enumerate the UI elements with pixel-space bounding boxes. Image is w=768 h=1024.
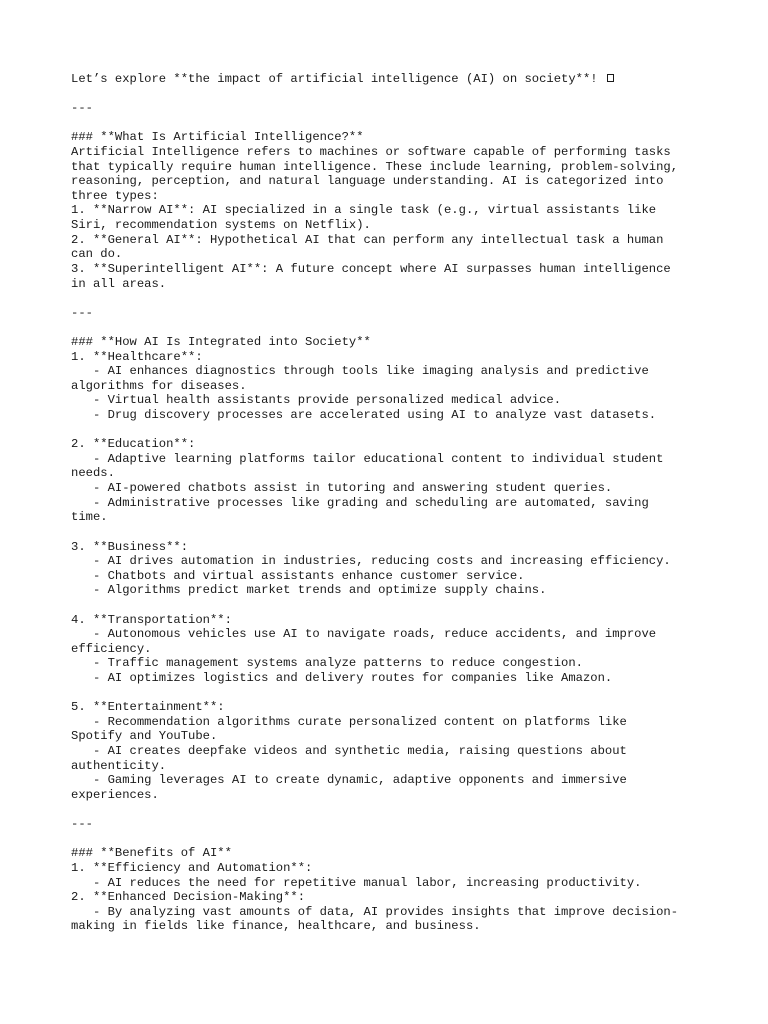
list-item-line: 3. **Business**: xyxy=(71,539,189,554)
list-item-line: - AI reduces the need for repetitive manual labor, increasing productivity. xyxy=(71,875,642,890)
list-item-line: in all areas. xyxy=(71,276,167,291)
list-item-line: - Administrative processes like grading and scheduling are automated, saving xyxy=(71,495,649,510)
list-item-line: Spotify and YouTube. xyxy=(71,729,218,744)
list-item-line: 2. **Enhanced Decision-Making**: xyxy=(71,890,306,905)
list-item-line: 3. **Superintelligent AI**: A future concept where AI surpasses human intelligence xyxy=(71,261,671,276)
list-item-line: - Algorithms predict market trends and optimize supply chains. xyxy=(71,583,547,598)
blank-line xyxy=(71,598,711,613)
paragraph-line: three types: xyxy=(71,188,159,203)
list-item-line: - Gaming leverages AI to create dynamic, adaptive opponents and immersive xyxy=(71,773,627,788)
paragraph-line: Artificial Intelligence refers to machines or software capable of performing tasks xyxy=(71,145,671,160)
blank-line xyxy=(71,525,711,540)
list-item-line: 2. **General AI**: Hypothetical AI that can perform any intellectual task a human xyxy=(71,232,664,247)
blank-line xyxy=(71,423,711,438)
list-item-line: algorithms for diseases. xyxy=(71,378,247,393)
list-item-line: experiences. xyxy=(71,787,159,802)
list-item-line: efficiency. xyxy=(71,641,152,656)
blank-line xyxy=(71,320,711,335)
paragraph-line: that typically require human intelligence. These include learning, problem-solving, xyxy=(71,159,679,174)
section-heading-integration: ### **How AI Is Integrated into Society** xyxy=(71,334,371,349)
list-item-line: - Virtual health assistants provide personalized medical advice. xyxy=(71,393,562,408)
list-item-line: 1. **Efficiency and Automation**: xyxy=(71,860,313,875)
list-item-line: - By analyzing vast amounts of data, AI provides insights that improve decision- xyxy=(71,904,679,919)
blank-line xyxy=(71,832,711,847)
intro-text: Let’s explore **the impact of artificial intelligence (AI) on society**! xyxy=(71,72,605,86)
list-item-line: - AI creates deepfake videos and synthetic media, raising questions about xyxy=(71,744,627,759)
list-item-line: - Adaptive learning platforms tailor educational content to individual student xyxy=(71,451,664,466)
missing-glyph-box-icon xyxy=(607,74,614,82)
separator: --- xyxy=(71,101,93,116)
list-item-line: 4. **Transportation**: xyxy=(71,612,232,627)
document-page xyxy=(71,72,711,934)
list-item-line: - AI optimizes logistics and delivery routes for companies like Amazon. xyxy=(71,670,613,685)
list-item-line: time. xyxy=(71,510,108,525)
list-item-line: - Autonomous vehicles use AI to navigate roads, reduce accidents, and improve xyxy=(71,627,657,642)
list-item-line: - Recommendation algorithms curate personalized content on platforms like xyxy=(71,714,627,729)
list-item-line: making in fields like finance, healthcare, and business. xyxy=(71,919,481,934)
blank-line xyxy=(71,802,711,817)
list-item-line: - AI drives automation in industries, reducing costs and increasing efficiency. xyxy=(71,554,671,569)
list-item-line: 1. **Narrow AI**: AI specialized in a single task (e.g., virtual assistants like xyxy=(71,203,657,218)
blank-line xyxy=(71,291,711,306)
list-item-line: Siri, recommendation systems on Netflix). xyxy=(71,218,371,233)
list-item-line: - Chatbots and virtual assistants enhance customer service. xyxy=(71,568,525,583)
list-item-line: 5. **Entertainment**: xyxy=(71,700,225,715)
separator: --- xyxy=(71,817,93,832)
list-item-line: - Drug discovery processes are accelerated using AI to analyze vast datasets. xyxy=(71,408,657,423)
list-item-line: needs. xyxy=(71,466,115,481)
list-item-line: 2. **Education**: xyxy=(71,437,196,452)
list-item-line: authenticity. xyxy=(71,758,167,773)
section-heading-what-is-ai: ### **What Is Artificial Intelligence?** xyxy=(71,130,364,145)
blank-line xyxy=(71,686,711,701)
separator: --- xyxy=(71,305,93,320)
blank-line xyxy=(71,87,711,102)
list-item-line: - AI enhances diagnostics through tools like imaging analysis and predictive xyxy=(71,364,649,379)
list-item-line: can do. xyxy=(71,247,123,262)
intro-line xyxy=(71,72,711,87)
list-item-line: - Traffic management systems analyze patterns to reduce congestion. xyxy=(71,656,583,671)
list-item-line: - AI-powered chatbots assist in tutoring and answering student queries. xyxy=(71,481,613,496)
blank-line xyxy=(71,116,711,131)
list-item-line: 1. **Healthcare**: xyxy=(71,349,203,364)
paragraph-line: reasoning, perception, and natural language understanding. AI is categorized into xyxy=(71,174,664,189)
section-heading-benefits: ### **Benefits of AI** xyxy=(71,846,232,861)
